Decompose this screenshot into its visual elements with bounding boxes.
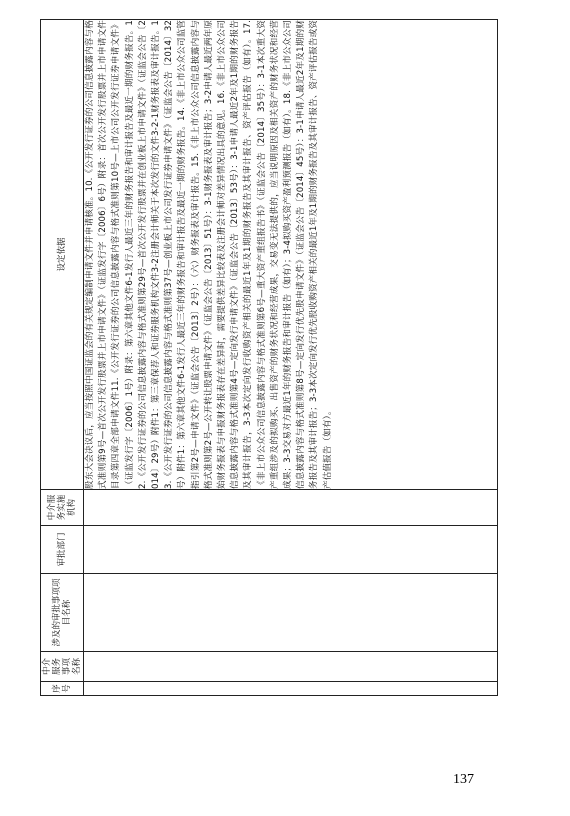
rotated-page	[40, 20, 498, 696]
cell-approval-item	[84, 574, 498, 652]
basis-text: 股东大会决议后，应当按照中国证监会的有关规定编制申请文件并申请核准。10.《公开发行证券的公司信息披露内容与格式准则第9号—首次公开发行股票并上市申请文件》（证监发行字〔2006〕6号）附录：首次公开发行股票并上市申请文件目录第四章全部申请文件11.《公开发行证券的公司信息披露内容与格式准则第10号—上市公司公开发行证券申请文件》（证监发行字〔2006〕1号）附录：第六章其他文件6-1发行人最近三年的财务报告和审计报告及最近一期的财务报告。12.《公开发行证券的公司信息披露内容与格式准则第29号—首次公开发行股票并在创业板上市申请文件》（证监会公告〔2014〕29号）附件1：第三章保荐人和证券服务机构文件3-2注册会计师关于本次发行的文件3-2-1财务报表及审计报告。13.《公开发行证券的公司信息披露内容与格式准则第37号—创业板上市公司发行证券申请文件》（证监会公告〔2014〕32号）附件1：第六章其他文件6-1发行人最近三年的财务报告和审计报告及最近一期的财务报告。14.《非上市公众公司监管指引第2号—申请文件》（证监会公告〔2013〕2号）：（六）财务报表及审计报告。15.《非上市公众公司信息披露内容与格式准则第2号—公开转让股票申请文件》（证监会公告〔2013〕51号）：3-1财务报表及审计报告；3-2申请人最近两年原始财务报表与申报财务报表存在差异时，需要提供差异比较表及注册会计师对差异情况出具的意见。16.《非上市公众公司信息披露内容与格式准则第4号—定向发行申请文件》（证监会公告〔2013〕53号）：3-1申请人最近2年及1期的财务报告及其审计报告，3-3本次定向发行收购资产相关的最近1年及1期的财务报告及其审计报告、资产评估报告（如有）。17.《非上市公众公司信息披露内容与格式准则第6号—重大资产重组报告书》（证监会公告〔2014〕35号）：3-1本次重大资产重组涉及的拟购买、出售资产的财务状况和经营成果，交易变无法提供的，应当说明原因及相关资产的财务状况和经营成果；3-3交易对方最近1年的财务报告和审计报告（如有）；3-4拟购买资产盈利预测报告（如有）。18.《非上市公众公司信息披露内容与格式准则第8号—定向发行优先股申请文件》（证监会公告〔2014〕45号）：3-1申请人最近2年及1期的财务报告及其审计报告；3-3本次定向发行优先股收购资产相关的最近1年及1期的财务报告及其审计报告、资产评估报告或资产估值报告（如有）。	[85, 20, 333, 489]
header-approval-item: 涉及的审批事项项目名称	[41, 574, 84, 652]
header-approval-dept: 审批部门	[41, 526, 84, 574]
header-service-name: 中介服务事项名称	[41, 652, 84, 682]
header-seq: 序号	[41, 682, 84, 696]
cell-basis	[84, 20, 498, 490]
header-basis: 设定依据	[41, 20, 84, 490]
page-number: 137	[453, 772, 474, 787]
header-institution: 中介服务实施机构	[41, 490, 84, 526]
table-row	[84, 20, 498, 696]
table-header-row	[41, 20, 84, 696]
requirements-table	[40, 19, 498, 696]
cell-service-name	[84, 652, 498, 682]
rotated-table-frame	[40, 20, 498, 696]
cell-seq	[84, 682, 498, 696]
cell-approval-dept	[84, 526, 498, 574]
cell-institution	[84, 490, 498, 526]
